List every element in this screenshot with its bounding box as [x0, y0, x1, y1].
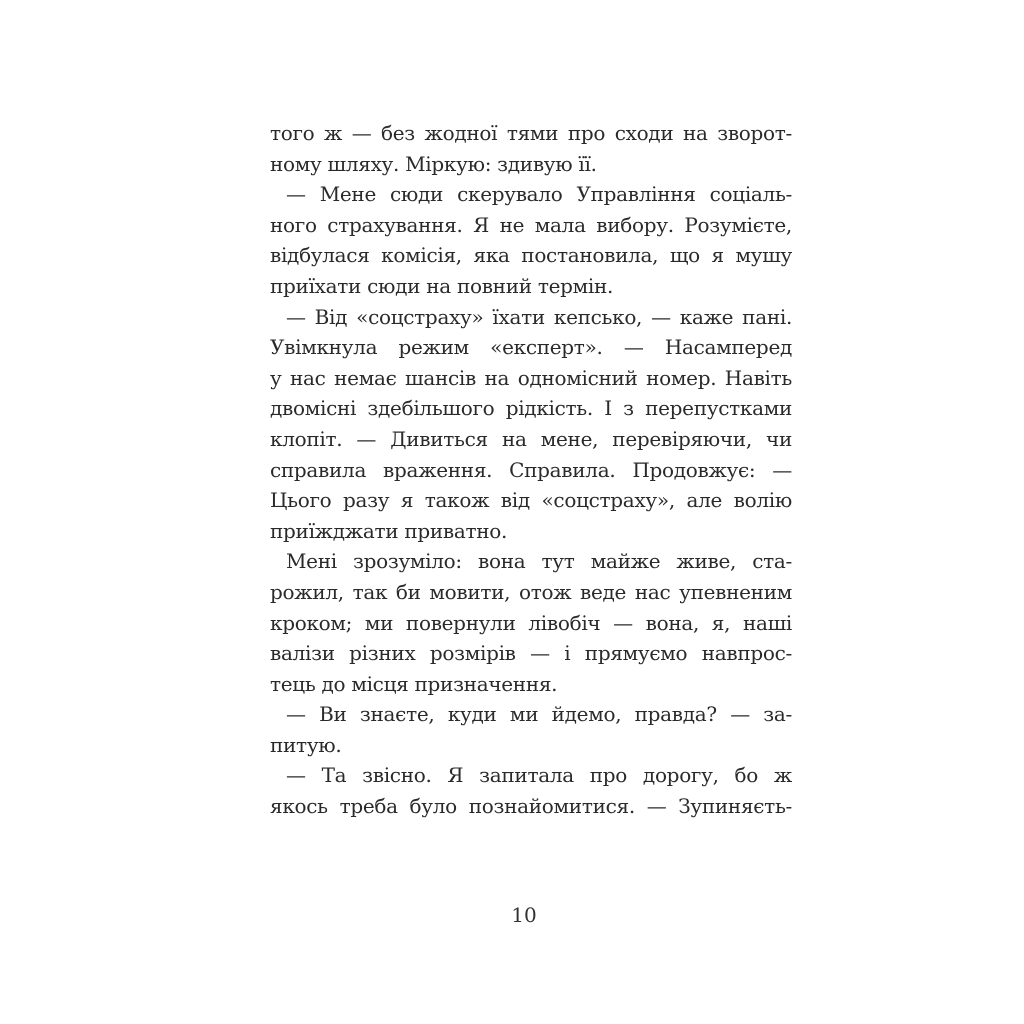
text-line: справила враження. Справила. Продовжує: — — [270, 457, 792, 482]
text-line: Увімкнула режим «експерт». — Насамперед — [270, 335, 792, 360]
text-line: ного страхування. Я не мала вибору. Розумієте, — [270, 212, 792, 237]
text-line: — Та звісно. Я запитала про дорогу, бо ж — [286, 763, 792, 788]
page-number: 10 — [511, 903, 537, 927]
text-line: — Від «соцстраху» їхати кепсько, — каже пані. — [286, 304, 792, 329]
text-line: — Мене сюди скерувало Управління соціаль- — [286, 182, 792, 207]
text-line: кроком; ми повернули лівобіч — вона, я, наші — [270, 610, 792, 635]
text-line: якось треба було познайомитися. — Зупиняєть- — [270, 794, 792, 819]
text-line: валізи різних розмірів — і прямуємо навпрос- — [270, 641, 792, 666]
text-line: приїжджати приватно. — [270, 518, 508, 543]
text-line: відбулася комісія, яка постановила, що я мушу — [270, 243, 792, 268]
text-line: питую. — [270, 732, 342, 757]
text-line: Цього разу я також від «соцстраху», але волію — [270, 488, 792, 513]
text-line: — Ви знаєте, куди ми йдемо, правда? — за- — [286, 702, 792, 727]
text-line: того ж — без жодної тями про сходи на зворот- — [270, 121, 792, 145]
text-line: тець до місця призначення. — [270, 671, 558, 696]
text-line: приїхати сюди на повний термін. — [270, 273, 614, 298]
text-line: ному шляху. Міркую: здивую її. — [270, 151, 597, 176]
text-line: клопіт. — Дивиться на мене, перевіряючи, чи — [270, 426, 792, 451]
text-line: рожил, так би мовити, отож веде нас упевненим — [270, 579, 792, 604]
text-line: у нас немає шансів на одномісний номер. Навіть — [270, 365, 792, 390]
text-line: двомісні здебільшого рідкість. І з перепустками — [270, 396, 792, 421]
body-text — [270, 118, 792, 822]
text-line: Мені зрозуміло: вона тут майже живе, ста- — [286, 549, 792, 574]
